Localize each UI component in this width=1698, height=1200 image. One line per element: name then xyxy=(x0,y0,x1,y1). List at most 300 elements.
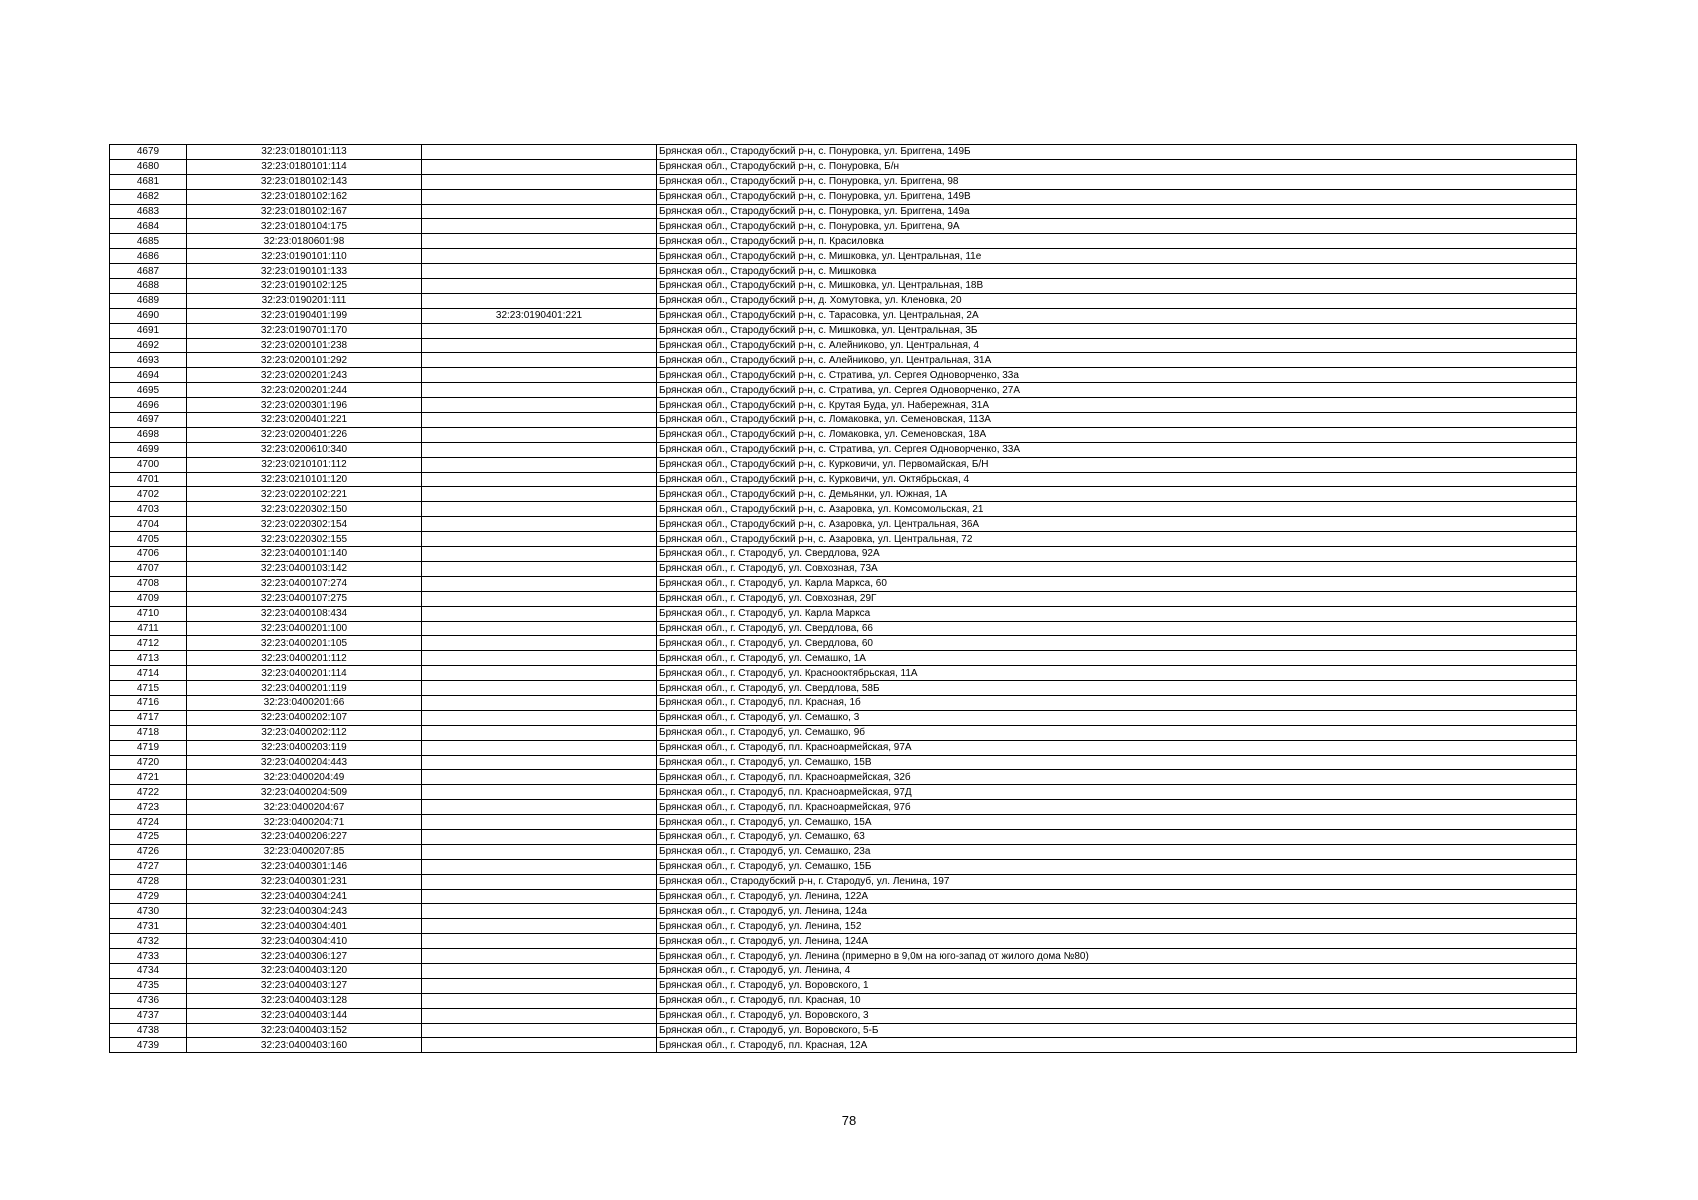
row-number-cell: 4736 xyxy=(110,993,187,1008)
address-cell: Брянская обл., г. Стародуб, ул. Свердлова, 66 xyxy=(657,621,1577,636)
previous-number-cell xyxy=(422,785,657,800)
address-cell: Брянская обл., г. Стародуб, ул. Семашко, 63 xyxy=(657,829,1577,844)
row-number-cell: 4710 xyxy=(110,606,187,621)
table-row xyxy=(110,293,1577,308)
address-cell: Брянская обл., Стародубский р-н, с. Мишковка xyxy=(657,264,1577,279)
address-cell: Брянская обл., г. Стародуб, ул. Семашко, 23а xyxy=(657,844,1577,859)
previous-number-cell xyxy=(422,145,657,160)
table-row xyxy=(110,502,1577,517)
row-number-cell: 4682 xyxy=(110,189,187,204)
cadastral-number-cell: 32:23:0400306:127 xyxy=(187,949,422,964)
previous-number-cell xyxy=(422,725,657,740)
table-row xyxy=(110,159,1577,174)
address-cell: Брянская обл., г. Стародуб, пл. Красноармейская, 97Д xyxy=(657,785,1577,800)
row-number-cell: 4713 xyxy=(110,651,187,666)
row-number-cell: 4697 xyxy=(110,413,187,428)
table-row xyxy=(110,174,1577,189)
cadastral-number-cell: 32:23:0400204:49 xyxy=(187,770,422,785)
row-number-cell: 4680 xyxy=(110,159,187,174)
row-number-cell: 4712 xyxy=(110,636,187,651)
previous-number-cell xyxy=(422,859,657,874)
table-row xyxy=(110,472,1577,487)
previous-number-cell xyxy=(422,338,657,353)
address-cell: Брянская обл., г. Стародуб, ул. Семашко, 15А xyxy=(657,815,1577,830)
previous-number-cell xyxy=(422,279,657,294)
cadastral-number-cell: 32:23:0400301:146 xyxy=(187,859,422,874)
cadastral-number-cell: 32:23:0400202:112 xyxy=(187,725,422,740)
table-row xyxy=(110,621,1577,636)
row-number-cell: 4735 xyxy=(110,978,187,993)
table-row xyxy=(110,1023,1577,1038)
cadastral-number-cell: 32:23:0180102:167 xyxy=(187,204,422,219)
row-number-cell: 4701 xyxy=(110,472,187,487)
table-row xyxy=(110,323,1577,338)
row-number-cell: 4693 xyxy=(110,353,187,368)
cadastral-number-cell: 32:23:0180601:98 xyxy=(187,234,422,249)
cadastral-number-cell: 32:23:0190701:170 xyxy=(187,323,422,338)
row-number-cell: 4704 xyxy=(110,517,187,532)
previous-number-cell xyxy=(422,874,657,889)
previous-number-cell xyxy=(422,681,657,696)
table-row xyxy=(110,681,1577,696)
cadastral-number-cell: 32:23:0200101:238 xyxy=(187,338,422,353)
row-number-cell: 4723 xyxy=(110,800,187,815)
previous-number-cell xyxy=(422,264,657,279)
address-cell: Брянская обл., Стародубский р-н, д. Хомутовка, ул. Кленовка, 20 xyxy=(657,293,1577,308)
address-cell: Брянская обл., г. Стародуб, ул. Семашко, 9б xyxy=(657,725,1577,740)
table-row xyxy=(110,1038,1577,1053)
address-cell: Брянская обл., Стародубский р-н, с. Понуровка, ул. Бриггена, 149В xyxy=(657,189,1577,204)
table-row xyxy=(110,963,1577,978)
address-cell: Брянская обл., Стародубский р-н, с. Стратива, ул. Сергея Одноворченко, 33А xyxy=(657,442,1577,457)
row-number-cell: 4702 xyxy=(110,487,187,502)
address-cell: Брянская обл., Стародубский р-н, с. Понуровка, ул. Бриггена, 149Б xyxy=(657,145,1577,160)
row-number-cell: 4732 xyxy=(110,934,187,949)
previous-number-cell xyxy=(422,949,657,964)
previous-number-cell xyxy=(422,904,657,919)
address-cell: Брянская обл., Стародубский р-н, с. Алейниково, ул. Центральная, 31А xyxy=(657,353,1577,368)
previous-number-cell xyxy=(422,695,657,710)
address-cell: Брянская обл., Стародубский р-н, с. Понуровка, ул. Бриггена, 98 xyxy=(657,174,1577,189)
row-number-cell: 4692 xyxy=(110,338,187,353)
address-cell: Брянская обл., г. Стародуб, ул. Семашко, 15Б xyxy=(657,859,1577,874)
row-number-cell: 4738 xyxy=(110,1023,187,1038)
cadastral-number-cell: 32:23:0200301:196 xyxy=(187,398,422,413)
cadastral-number-cell: 32:23:0180102:143 xyxy=(187,174,422,189)
previous-number-cell xyxy=(422,1008,657,1023)
address-cell: Брянская обл., г. Стародуб, ул. Семашко, 3 xyxy=(657,710,1577,725)
previous-number-cell xyxy=(422,204,657,219)
row-number-cell: 4688 xyxy=(110,279,187,294)
address-cell: Брянская обл., г. Стародуб, ул. Ленина (примерно в 9,0м на юго-запад от жилого дома №80) xyxy=(657,949,1577,964)
cadastral-number-cell: 32:23:0200610:340 xyxy=(187,442,422,457)
address-cell: Брянская обл., г. Стародуб, ул. Воровского, 3 xyxy=(657,1008,1577,1023)
cadastral-number-cell: 32:23:0400304:241 xyxy=(187,889,422,904)
address-cell: Брянская обл., г. Стародуб, ул. Ленина, 124а xyxy=(657,904,1577,919)
previous-number-cell xyxy=(422,1038,657,1053)
row-number-cell: 4700 xyxy=(110,457,187,472)
cadastral-number-cell: 32:23:0400304:401 xyxy=(187,919,422,934)
row-number-cell: 4684 xyxy=(110,219,187,234)
table-row xyxy=(110,636,1577,651)
table-row xyxy=(110,561,1577,576)
cadastral-number-cell: 32:23:0190401:199 xyxy=(187,308,422,323)
row-number-cell: 4727 xyxy=(110,859,187,874)
row-number-cell: 4703 xyxy=(110,502,187,517)
row-number-cell: 4720 xyxy=(110,755,187,770)
address-cell: Брянская обл., Стародубский р-н, с. Курковичи, ул. Октябрьская, 4 xyxy=(657,472,1577,487)
previous-number-cell xyxy=(422,427,657,442)
previous-number-cell xyxy=(422,666,657,681)
table-row xyxy=(110,770,1577,785)
table-row xyxy=(110,606,1577,621)
address-cell: Брянская обл., г. Стародуб, пл. Красная, 1б xyxy=(657,695,1577,710)
address-cell: Брянская обл., Стародубский р-н, с. Понуровка, Б/н xyxy=(657,159,1577,174)
row-number-cell: 4705 xyxy=(110,532,187,547)
cadastral-number-cell: 32:23:0190102:125 xyxy=(187,279,422,294)
address-cell: Брянская обл., Стародубский р-н, с. Понуровка, ул. Бриггена, 149а xyxy=(657,204,1577,219)
cadastral-number-cell: 32:23:0190101:133 xyxy=(187,264,422,279)
table-row xyxy=(110,264,1577,279)
previous-number-cell xyxy=(422,383,657,398)
cadastral-number-cell: 32:23:0180101:113 xyxy=(187,145,422,160)
row-number-cell: 4711 xyxy=(110,621,187,636)
row-number-cell: 4696 xyxy=(110,398,187,413)
table-row xyxy=(110,338,1577,353)
address-cell: Брянская обл., Стародубский р-н, с. Тарасовка, ул. Центральная, 2А xyxy=(657,308,1577,323)
row-number-cell: 4681 xyxy=(110,174,187,189)
cadastral-number-cell: 32:23:0400203:119 xyxy=(187,740,422,755)
table-row xyxy=(110,844,1577,859)
table-row xyxy=(110,978,1577,993)
address-cell: Брянская обл., г. Стародуб, ул. Ленина, 4 xyxy=(657,963,1577,978)
address-cell: Брянская обл., г. Стародуб, ул. Семашко, 15В xyxy=(657,755,1577,770)
address-cell: Брянская обл., Стародубский р-н, п. Красиловка xyxy=(657,234,1577,249)
address-cell: Брянская обл., Стародубский р-н, с. Демьянки, ул. Южная, 1А xyxy=(657,487,1577,502)
previous-number-cell xyxy=(422,591,657,606)
row-number-cell: 4683 xyxy=(110,204,187,219)
cadastral-number-cell: 32:23:0400204:509 xyxy=(187,785,422,800)
table-row xyxy=(110,204,1577,219)
row-number-cell: 4694 xyxy=(110,368,187,383)
cadastral-number-cell: 32:23:0210101:120 xyxy=(187,472,422,487)
row-number-cell: 4721 xyxy=(110,770,187,785)
table-row xyxy=(110,755,1577,770)
address-cell: Брянская обл., Стародубский р-н, с. Мишковка, ул. Центральная, 18В xyxy=(657,279,1577,294)
address-cell: Брянская обл., г. Стародуб, ул. Свердлова, 58Б xyxy=(657,681,1577,696)
cadastral-number-cell: 32:23:0200201:243 xyxy=(187,368,422,383)
address-cell: Брянская обл., Стародубский р-н, с. Ломаковка, ул. Семеновская, 113А xyxy=(657,413,1577,428)
cadastral-number-cell: 32:23:0200401:226 xyxy=(187,427,422,442)
table-row xyxy=(110,383,1577,398)
cadastral-number-cell: 32:23:0220302:154 xyxy=(187,517,422,532)
cadastral-number-cell: 32:23:0400207:85 xyxy=(187,844,422,859)
cadastral-number-cell: 32:23:0400204:67 xyxy=(187,800,422,815)
table-row xyxy=(110,889,1577,904)
cadastral-number-cell: 32:23:0400201:105 xyxy=(187,636,422,651)
cadastral-number-cell: 32:23:0400107:275 xyxy=(187,591,422,606)
cadastral-number-cell: 32:23:0220302:150 xyxy=(187,502,422,517)
table-row xyxy=(110,308,1577,323)
address-cell: Брянская обл., Стародубский р-н, с. Мишковка, ул. Центральная, 11е xyxy=(657,249,1577,264)
row-number-cell: 4719 xyxy=(110,740,187,755)
previous-number-cell xyxy=(422,829,657,844)
row-number-cell: 4698 xyxy=(110,427,187,442)
cadastral-number-cell: 32:23:0400403:160 xyxy=(187,1038,422,1053)
previous-number-cell xyxy=(422,368,657,383)
previous-number-cell xyxy=(422,1023,657,1038)
previous-number-cell xyxy=(422,398,657,413)
table-row xyxy=(110,993,1577,1008)
cadastral-number-cell: 32:23:0400206:227 xyxy=(187,829,422,844)
address-cell: Брянская обл., Стародубский р-н, г. Стародуб, ул. Ленина, 197 xyxy=(657,874,1577,889)
previous-number-cell xyxy=(422,472,657,487)
row-number-cell: 4689 xyxy=(110,293,187,308)
table-row xyxy=(110,189,1577,204)
address-cell: Брянская обл., г. Стародуб, ул. Свердлова, 60 xyxy=(657,636,1577,651)
row-number-cell: 4729 xyxy=(110,889,187,904)
previous-number-cell xyxy=(422,502,657,517)
previous-number-cell xyxy=(422,159,657,174)
address-cell: Брянская обл., г. Стародуб, пл. Красноармейская, 32б xyxy=(657,770,1577,785)
table-row xyxy=(110,279,1577,294)
row-number-cell: 4739 xyxy=(110,1038,187,1053)
cadastral-number-cell: 32:23:0400108:434 xyxy=(187,606,422,621)
row-number-cell: 4717 xyxy=(110,710,187,725)
cadastral-number-cell: 32:23:0180102:162 xyxy=(187,189,422,204)
table-row xyxy=(110,740,1577,755)
previous-number-cell xyxy=(422,621,657,636)
cadastral-number-cell: 32:23:0400403:152 xyxy=(187,1023,422,1038)
address-cell: Брянская обл., Стародубский р-н, с. Мишковка, ул. Центральная, 3Б xyxy=(657,323,1577,338)
previous-number-cell xyxy=(422,547,657,562)
table-row xyxy=(110,487,1577,502)
previous-number-cell xyxy=(422,576,657,591)
address-cell: Брянская обл., г. Стародуб, ул. Свердлова, 92А xyxy=(657,547,1577,562)
address-cell: Брянская обл., г. Стародуб, ул. Ленина, 124А xyxy=(657,934,1577,949)
previous-number-cell xyxy=(422,651,657,666)
previous-number-cell xyxy=(422,755,657,770)
table-row xyxy=(110,829,1577,844)
table-row xyxy=(110,874,1577,889)
row-number-cell: 4733 xyxy=(110,949,187,964)
row-number-cell: 4709 xyxy=(110,591,187,606)
cadastral-number-cell: 32:23:0400403:128 xyxy=(187,993,422,1008)
row-number-cell: 4685 xyxy=(110,234,187,249)
cadastral-number-cell: 32:23:0400204:71 xyxy=(187,815,422,830)
cadastral-number-cell: 32:23:0400201:66 xyxy=(187,695,422,710)
table-row xyxy=(110,427,1577,442)
table-row xyxy=(110,725,1577,740)
address-cell: Брянская обл., Стародубский р-н, с. Стратива, ул. Сергея Одноворченко, 27А xyxy=(657,383,1577,398)
address-cell: Брянская обл., Стародубский р-н, с. Крутая Буда, ул. Набережная, 31А xyxy=(657,398,1577,413)
row-number-cell: 4731 xyxy=(110,919,187,934)
table-row xyxy=(110,934,1577,949)
address-cell: Брянская обл., г. Стародуб, ул. Карла Маркса, 60 xyxy=(657,576,1577,591)
address-cell: Брянская обл., г. Стародуб, ул. Карла Маркса xyxy=(657,606,1577,621)
row-number-cell: 4722 xyxy=(110,785,187,800)
cadastral-number-cell: 32:23:0400103:142 xyxy=(187,561,422,576)
row-number-cell: 4686 xyxy=(110,249,187,264)
previous-number-cell xyxy=(422,919,657,934)
cadastral-number-cell: 32:23:0200401:221 xyxy=(187,413,422,428)
cadastral-number-cell: 32:23:0400201:114 xyxy=(187,666,422,681)
cadastral-number-cell: 32:23:0210101:112 xyxy=(187,457,422,472)
table-row xyxy=(110,576,1577,591)
table-row xyxy=(110,442,1577,457)
previous-number-cell xyxy=(422,740,657,755)
row-number-cell: 4724 xyxy=(110,815,187,830)
table-row xyxy=(110,517,1577,532)
address-cell: Брянская обл., Стародубский р-н, с. Азаровка, ул. Центральная, 72 xyxy=(657,532,1577,547)
address-cell: Брянская обл., г. Стародуб, ул. Совхозная, 73А xyxy=(657,561,1577,576)
address-cell: Брянская обл., г. Стародуб, пл. Красноармейская, 97б xyxy=(657,800,1577,815)
cadastral-number-cell: 32:23:0180104:175 xyxy=(187,219,422,234)
previous-number-cell xyxy=(422,323,657,338)
cadastral-number-cell: 32:23:0400201:112 xyxy=(187,651,422,666)
table-row xyxy=(110,695,1577,710)
cadastral-number-cell: 32:23:0400403:127 xyxy=(187,978,422,993)
row-number-cell: 4716 xyxy=(110,695,187,710)
address-cell: Брянская обл., г. Стародуб, пл. Красная, 10 xyxy=(657,993,1577,1008)
address-cell: Брянская обл., Стародубский р-н, с. Ломаковка, ул. Семеновская, 18А xyxy=(657,427,1577,442)
row-number-cell: 4695 xyxy=(110,383,187,398)
table-row xyxy=(110,249,1577,264)
address-cell: Брянская обл., Стародубский р-н, с. Курковичи, ул. Первомайская, Б/Н xyxy=(657,457,1577,472)
row-number-cell: 4707 xyxy=(110,561,187,576)
previous-number-cell xyxy=(422,636,657,651)
previous-number-cell xyxy=(422,934,657,949)
row-number-cell: 4725 xyxy=(110,829,187,844)
address-cell: Брянская обл., г. Стародуб, ул. Краснооктябрьская, 11А xyxy=(657,666,1577,681)
previous-number-cell xyxy=(422,993,657,1008)
previous-number-cell xyxy=(422,442,657,457)
table-row xyxy=(110,666,1577,681)
table-row xyxy=(110,815,1577,830)
page-number: 78 xyxy=(841,1113,857,1128)
address-cell: Брянская обл., г. Стародуб, ул. Совхозная, 29Г xyxy=(657,591,1577,606)
row-number-cell: 4687 xyxy=(110,264,187,279)
table-body xyxy=(110,145,1577,1053)
address-cell: Брянская обл., г. Стародуб, ул. Воровского, 5-Б xyxy=(657,1023,1577,1038)
address-cell: Брянская обл., г. Стародуб, ул. Воровского, 1 xyxy=(657,978,1577,993)
table-row xyxy=(110,651,1577,666)
cadastral-number-cell: 32:23:0400202:107 xyxy=(187,710,422,725)
address-cell: Брянская обл., г. Стародуб, ул. Семашко, 1А xyxy=(657,651,1577,666)
cadastral-number-cell: 32:23:0220302:155 xyxy=(187,532,422,547)
table-row xyxy=(110,591,1577,606)
table-row xyxy=(110,368,1577,383)
address-cell: Брянская обл., г. Стародуб, ул. Ленина, 152 xyxy=(657,919,1577,934)
table-row xyxy=(110,710,1577,725)
cadastral-number-cell: 32:23:0400403:120 xyxy=(187,963,422,978)
table-row xyxy=(110,532,1577,547)
cadastral-number-cell: 32:23:0400403:144 xyxy=(187,1008,422,1023)
previous-number-cell xyxy=(422,517,657,532)
table-row xyxy=(110,800,1577,815)
cadastral-number-cell: 32:23:0400304:243 xyxy=(187,904,422,919)
table-row xyxy=(110,1008,1577,1023)
row-number-cell: 4691 xyxy=(110,323,187,338)
previous-number-cell xyxy=(422,800,657,815)
previous-number-cell xyxy=(422,413,657,428)
cadastral-number-cell: 32:23:0190101:110 xyxy=(187,249,422,264)
address-cell: Брянская обл., г. Стародуб, ул. Ленина, 122А xyxy=(657,889,1577,904)
previous-number-cell xyxy=(422,606,657,621)
table-row xyxy=(110,547,1577,562)
table-row xyxy=(110,234,1577,249)
cadastral-number-cell: 32:23:0200201:244 xyxy=(187,383,422,398)
row-number-cell: 4737 xyxy=(110,1008,187,1023)
row-number-cell: 4699 xyxy=(110,442,187,457)
previous-number-cell xyxy=(422,815,657,830)
row-number-cell: 4728 xyxy=(110,874,187,889)
previous-number-cell xyxy=(422,770,657,785)
cadastral-number-cell: 32:23:0400107:274 xyxy=(187,576,422,591)
table-row xyxy=(110,413,1577,428)
previous-number-cell xyxy=(422,249,657,264)
row-number-cell: 4726 xyxy=(110,844,187,859)
cadastral-number-cell: 32:23:0400101:140 xyxy=(187,547,422,562)
previous-number-cell xyxy=(422,532,657,547)
address-cell: Брянская обл., Стародубский р-н, с. Азаровка, ул. Центральная, 36А xyxy=(657,517,1577,532)
cadastral-number-cell: 32:23:0400301:231 xyxy=(187,874,422,889)
previous-number-cell xyxy=(422,710,657,725)
cadastral-number-cell: 32:23:0220102:221 xyxy=(187,487,422,502)
cadastral-number-cell: 32:23:0400204:443 xyxy=(187,755,422,770)
previous-number-cell xyxy=(422,844,657,859)
address-cell: Брянская обл., г. Стародуб, пл. Красноармейская, 97А xyxy=(657,740,1577,755)
previous-number-cell xyxy=(422,234,657,249)
table-row xyxy=(110,949,1577,964)
previous-number-cell xyxy=(422,353,657,368)
cadastral-number-cell: 32:23:0400201:119 xyxy=(187,681,422,696)
previous-number-cell xyxy=(422,293,657,308)
previous-number-cell xyxy=(422,189,657,204)
table-row xyxy=(110,457,1577,472)
table-row xyxy=(110,219,1577,234)
previous-number-cell xyxy=(422,963,657,978)
address-cell: Брянская обл., Стародубский р-н, с. Алейниково, ул. Центральная, 4 xyxy=(657,338,1577,353)
row-number-cell: 4679 xyxy=(110,145,187,160)
row-number-cell: 4734 xyxy=(110,963,187,978)
table-row xyxy=(110,919,1577,934)
row-number-cell: 4715 xyxy=(110,681,187,696)
previous-number-cell xyxy=(422,219,657,234)
table-row xyxy=(110,859,1577,874)
previous-number-cell xyxy=(422,561,657,576)
address-cell: Брянская обл., Стародубский р-н, с. Стратива, ул. Сергея Одноворченко, 33а xyxy=(657,368,1577,383)
previous-number-cell xyxy=(422,457,657,472)
address-cell: Брянская обл., Стародубский р-н, с. Азаровка, ул. Комсомольская, 21 xyxy=(657,502,1577,517)
cadastral-number-cell: 32:23:0400304:410 xyxy=(187,934,422,949)
table-row xyxy=(110,353,1577,368)
row-number-cell: 4730 xyxy=(110,904,187,919)
row-number-cell: 4718 xyxy=(110,725,187,740)
address-cell: Брянская обл., г. Стародуб, пл. Красная, 12А xyxy=(657,1038,1577,1053)
property-table xyxy=(109,144,1577,1053)
cadastral-number-cell: 32:23:0400201:100 xyxy=(187,621,422,636)
previous-number-cell xyxy=(422,889,657,904)
cadastral-number-cell: 32:23:0180101:114 xyxy=(187,159,422,174)
previous-number-cell xyxy=(422,174,657,189)
table-row xyxy=(110,398,1577,413)
previous-number-cell: 32:23:0190401:221 xyxy=(422,308,657,323)
row-number-cell: 4706 xyxy=(110,547,187,562)
previous-number-cell xyxy=(422,978,657,993)
address-cell: Брянская обл., Стародубский р-н, с. Понуровка, ул. Бриггена, 9А xyxy=(657,219,1577,234)
table-row xyxy=(110,145,1577,160)
